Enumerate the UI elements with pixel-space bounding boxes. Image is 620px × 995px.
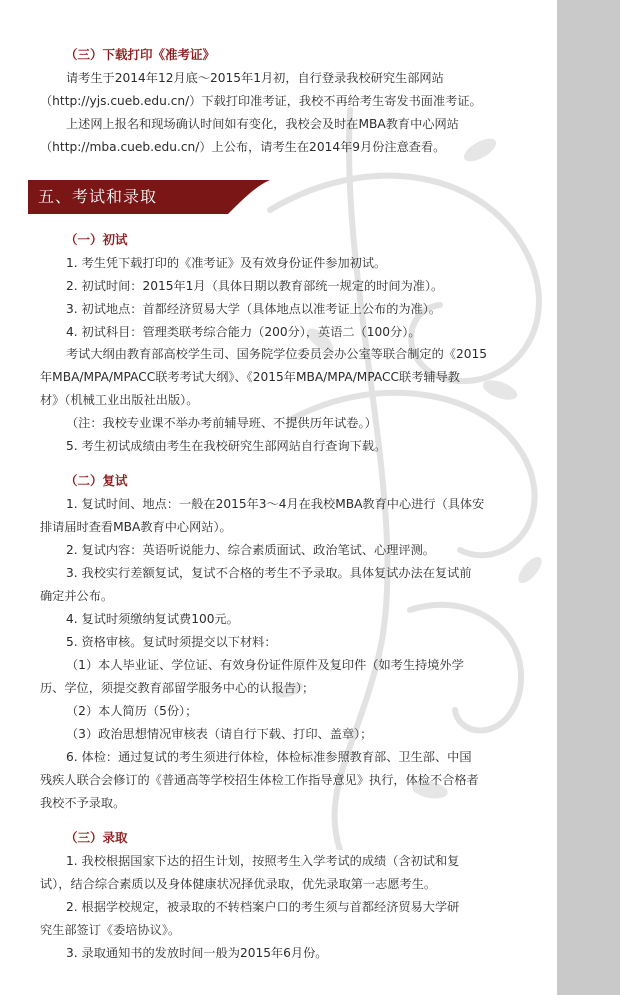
body-line: 1. 复试时间、地点：一般在2015年3～4月在我校MBA教育中心进行（具体安 (66, 497, 485, 511)
body-line: 材》（机械工业出版社出版）。 (40, 393, 199, 407)
download-admission-ticket-heading: （三）下载打印《准考证》 (65, 47, 216, 62)
body-line: 3. 录取通知书的发放时间一般为2015年6月份。 (66, 946, 328, 960)
section-banner (28, 180, 270, 214)
body-line: 排请届时查看MBA教育中心网站）。 (40, 520, 232, 534)
body-line: 残疾人联合会修订的《普通高等学校招生体检工作指导意见》执行，体检不合格者 (40, 773, 479, 787)
section-title: 五、考试和录取 (38, 187, 158, 206)
body-line: 年MBA/MPA/MPACC联考考试大纲》、《2015年MBA/MPA/MPACC联考辅导教 (40, 370, 460, 384)
admission-heading: （三）录取 (65, 830, 128, 845)
body-line: （http://yjs.cueb.edu.cn/）下载打印准考证，我校不再给考生寄发书面准考证。 (40, 94, 482, 108)
body-line: 试），结合综合素质以及身体健康状况择优录取，优先录取第一志愿考生。 (40, 877, 437, 891)
right-sidebar-strip (557, 0, 620, 995)
body-line: （3）政治思想情况审核表（请自行下载、打印、盖章）； (66, 727, 373, 741)
body-line: 3. 我校实行差额复试，复试不合格的考生不予录取。具体复试办法在复试前 (66, 566, 472, 580)
body-line: （http://mba.cueb.edu.cn/）上公布，请考生在2014年9月份注意查看。 (40, 140, 446, 154)
body-line: 考试大纲由教育部高校学生司、国务院学位委员会办公室等联合制定的《2015 (66, 347, 488, 361)
body-line: 究生部签订《委培协议》。 (40, 923, 181, 937)
body-line: 2. 初试时间：2015年1月（具体日期以教育部统一规定的时间为准）。 (66, 279, 444, 293)
body-line: 4. 复试时须缴纳复试费100元。 (66, 612, 239, 626)
body-line: （2）本人简历（5份）； (66, 704, 198, 718)
body-line: 2. 复试内容：英语听说能力、综合素质面试、政治笔试、心理评测。 (66, 543, 435, 557)
body-line: 5. 资格审核。复试时须提交以下材料： (66, 635, 277, 649)
body-line: 请考生于2014年12月底～2015年1月初，自行登录我校研究生部网站 (66, 71, 444, 85)
body-line: 上述网上报名和现场确认时间如有变化，我校会及时在MBA教育中心网站 (66, 117, 459, 131)
body-line: 我校不予录取。 (40, 796, 126, 810)
preliminary-exam-heading: （一）初试 (65, 232, 128, 247)
reexam-heading: （二）复试 (65, 473, 128, 488)
body-line: （1）本人毕业证、学位证、有效身份证件原件及复印件（如考生持境外学 (66, 658, 464, 672)
body-line: 2. 根据学校规定，被录取的不转档案户口的考生须与首都经济贸易大学研 (66, 900, 460, 914)
body-line: 6. 体检：通过复试的考生须进行体检，体检标准参照教育部、卫生部、中国 (66, 750, 472, 764)
body-line: 1. 考生凭下载打印的《准考证》及有效身份证件参加初试。 (66, 256, 387, 270)
body-line: 历、学位，须提交教育部留学服务中心的认报告）； (40, 681, 315, 695)
body-line: 确定并公布。 (40, 589, 114, 603)
body-line: （注：我校专业课不举办考前辅导班、不提供历年试卷。） (66, 416, 377, 430)
body-line: 3. 初试地点：首都经济贸易大学（具体地点以准考证上公布的为准）。 (66, 302, 442, 316)
body-line: 5. 考生初试成绩由考生在我校研究生部网站自行查询下载。 (66, 439, 387, 453)
body-line: 1. 我校根据国家下达的招生计划，按照考生入学考试的成绩（含初试和复 (66, 854, 460, 868)
body-line: 4. 初试科目：管理类联考综合能力（200分），英语二（100分）。 (66, 325, 421, 339)
